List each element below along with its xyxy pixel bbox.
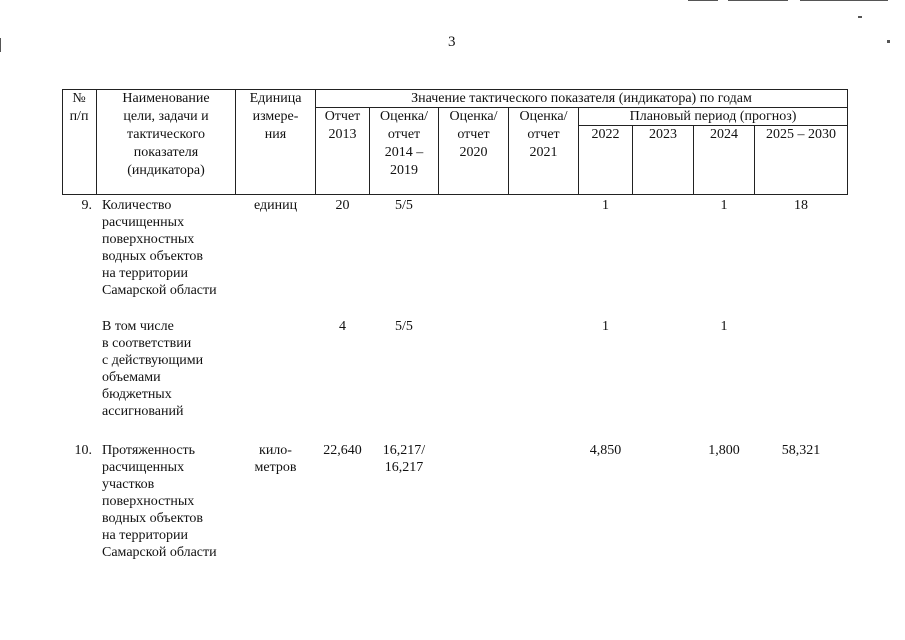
scan-mark bbox=[0, 38, 1, 52]
header-2014-2019: Оценка/ отчет 2014 – 2019 bbox=[379, 109, 428, 178]
header-value-group: Значение тактического показателя (индикатора) по годам bbox=[411, 91, 752, 106]
row-unit: единиц bbox=[253, 198, 298, 213]
header-unit: Единица измере- ния bbox=[249, 91, 302, 142]
page-number: 3 bbox=[448, 34, 456, 50]
row-value-2013: 20 bbox=[335, 198, 350, 213]
row-value-2022: 4,850 bbox=[589, 443, 622, 458]
row-value-2013: 4 bbox=[339, 319, 346, 334]
row-num: 9. bbox=[81, 198, 92, 213]
header-2025-2030: 2025 – 2030 bbox=[766, 127, 836, 142]
scan-mark bbox=[688, 0, 718, 1]
scan-mark bbox=[728, 0, 788, 1]
scan-mark bbox=[858, 16, 862, 18]
row-value-2024: 1 bbox=[720, 319, 728, 334]
header-2021: Оценка/ отчет 2021 bbox=[519, 109, 568, 160]
row-value-2013: 22,640 bbox=[323, 443, 362, 458]
row-name: Количество расчищенных поверхностных водных объектов на территории Самарской области bbox=[102, 198, 217, 298]
row-value-2025-2030: 18 bbox=[794, 198, 808, 213]
header-name: Наименование цели, задачи и тактического показателя (индикатора) bbox=[122, 91, 210, 178]
header-2023: 2023 bbox=[649, 127, 677, 142]
row-value-2014-2019: 5/5 bbox=[395, 198, 413, 213]
row-unit: кило- метров bbox=[254, 443, 297, 475]
row-value-2025-2030: 58,321 bbox=[781, 443, 821, 458]
row-value-2022: 1 bbox=[602, 198, 609, 213]
header-num: № п/п bbox=[69, 91, 89, 124]
header-2022: 2022 bbox=[591, 127, 620, 142]
row-value-2022: 1 bbox=[602, 319, 609, 334]
row-value-2024: 1 bbox=[720, 198, 728, 213]
row-value-2014-2019: 16,217/ 16,217 bbox=[382, 443, 426, 475]
row-value-2014-2019: 5/5 bbox=[395, 319, 413, 334]
row-name: Протяженность расчищенных участков поверхностных водных объектов на территории Самарской области bbox=[102, 443, 217, 560]
header-2013: Отчет 2013 bbox=[324, 109, 361, 142]
row-num: 10. bbox=[74, 443, 92, 458]
row-value-2024: 1,800 bbox=[708, 443, 740, 458]
header-2024: 2024 bbox=[710, 127, 738, 142]
scan-mark bbox=[800, 0, 888, 1]
header-bottom-border bbox=[62, 194, 848, 195]
row-name: В том числе в соответствии с действующими объемами бюджетных ассигнований bbox=[102, 319, 204, 419]
header-plan-group: Плановый период (прогноз) bbox=[629, 109, 797, 124]
scan-mark bbox=[887, 40, 890, 43]
col-line bbox=[847, 89, 848, 195]
header-2020: Оценка/ отчет 2020 bbox=[449, 109, 498, 160]
